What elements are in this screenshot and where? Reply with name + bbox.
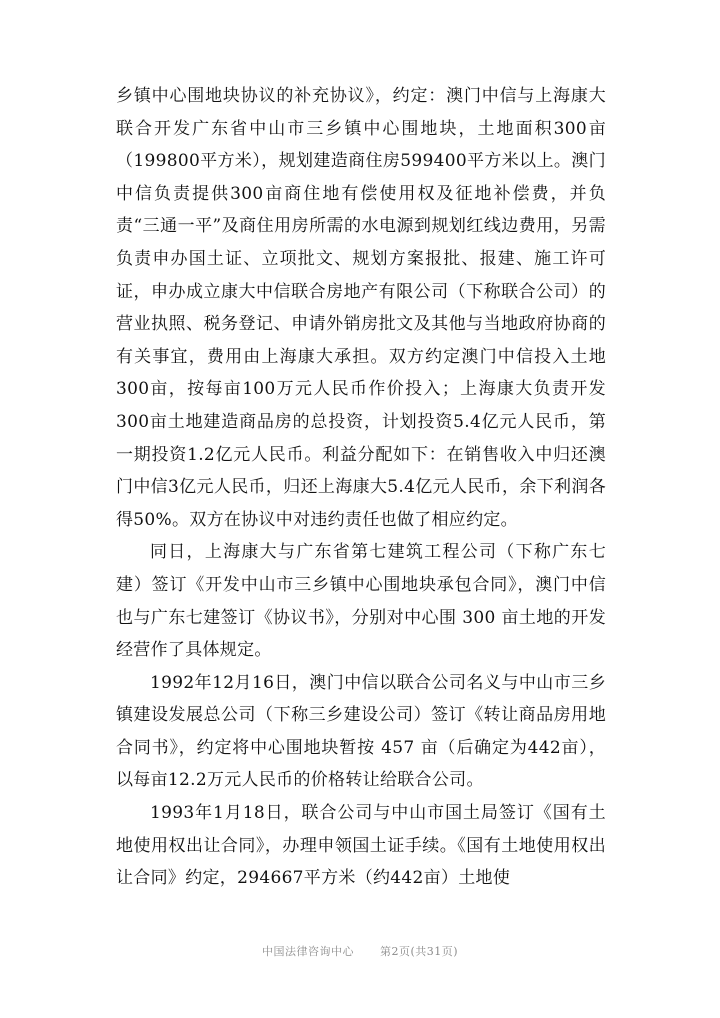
paragraph-1: 乡镇中心围地块协议的补充协议》，约定：澳门中信与上海康大联合开发广东省中山市三乡镇中心围地块，土地面积300亩（199800平方米），规划建造商住房599400平方米以上。澳门中信负责提供300亩商住地有偿使用权及征地补偿费，并负责“三通一平”及商住用房所需的水电源到规划红线边费用，另需负责申办国土证、立项批文、规划方案报批、报建、施工许可证，申办成立康大中信联合房地产有限公司（下称联合公司）的营业执照、税务登记、申请外销房批文及其他与当地政府协商的有关事宜，费用由上海康大承担。双方约定澳门中信投入土地300亩，按每亩100万元人民币作价投入；上海康大负责开发300亩土地建造商品房的总投资，计划投资5.4亿元人民币，第一期投资1.2亿元人民币。利益分配如下：在销售收入中归还澳门中信3亿元人民币，归还上海康大5.4亿元人民币，余下利润各得50%。双方在协议中对违约责任也做了相应约定。 bbox=[116, 86, 606, 530]
paragraph-4: 1993年1月18日，联合公司与中山市国土局签订《国有土地使用权出让合同》，办理申领国土证手续。《国有土地使用权出让合同》约定，294667平方米（约442亩）土地使 bbox=[116, 803, 606, 889]
paragraph-3: 1992年12月16日，澳门中信以联合公司名义与中山市三乡镇建设发展总公司（下称三乡建设公司）签订《转让商品房用地合同书》，约定将中心围地块暂按 457 亩（后确定为442亩），以每亩12.2万元人民币的价格转让给联合公司。 bbox=[116, 672, 606, 791]
footer-page-number: 第2页(共31页) bbox=[379, 945, 459, 958]
document-body bbox=[116, 80, 606, 895]
footer-source: 中国法律咨询中心 bbox=[261, 945, 354, 958]
page-footer bbox=[0, 943, 720, 959]
paragraph-2: 同日，上海康大与广东省第七建筑工程公司（下称广东七建）签订《开发中山市三乡镇中心围地块承包合同》，澳门中信也与广东七建签订《协议书》，分别对中心围 300 亩土地的开发经营作了具体规定。 bbox=[116, 542, 606, 661]
